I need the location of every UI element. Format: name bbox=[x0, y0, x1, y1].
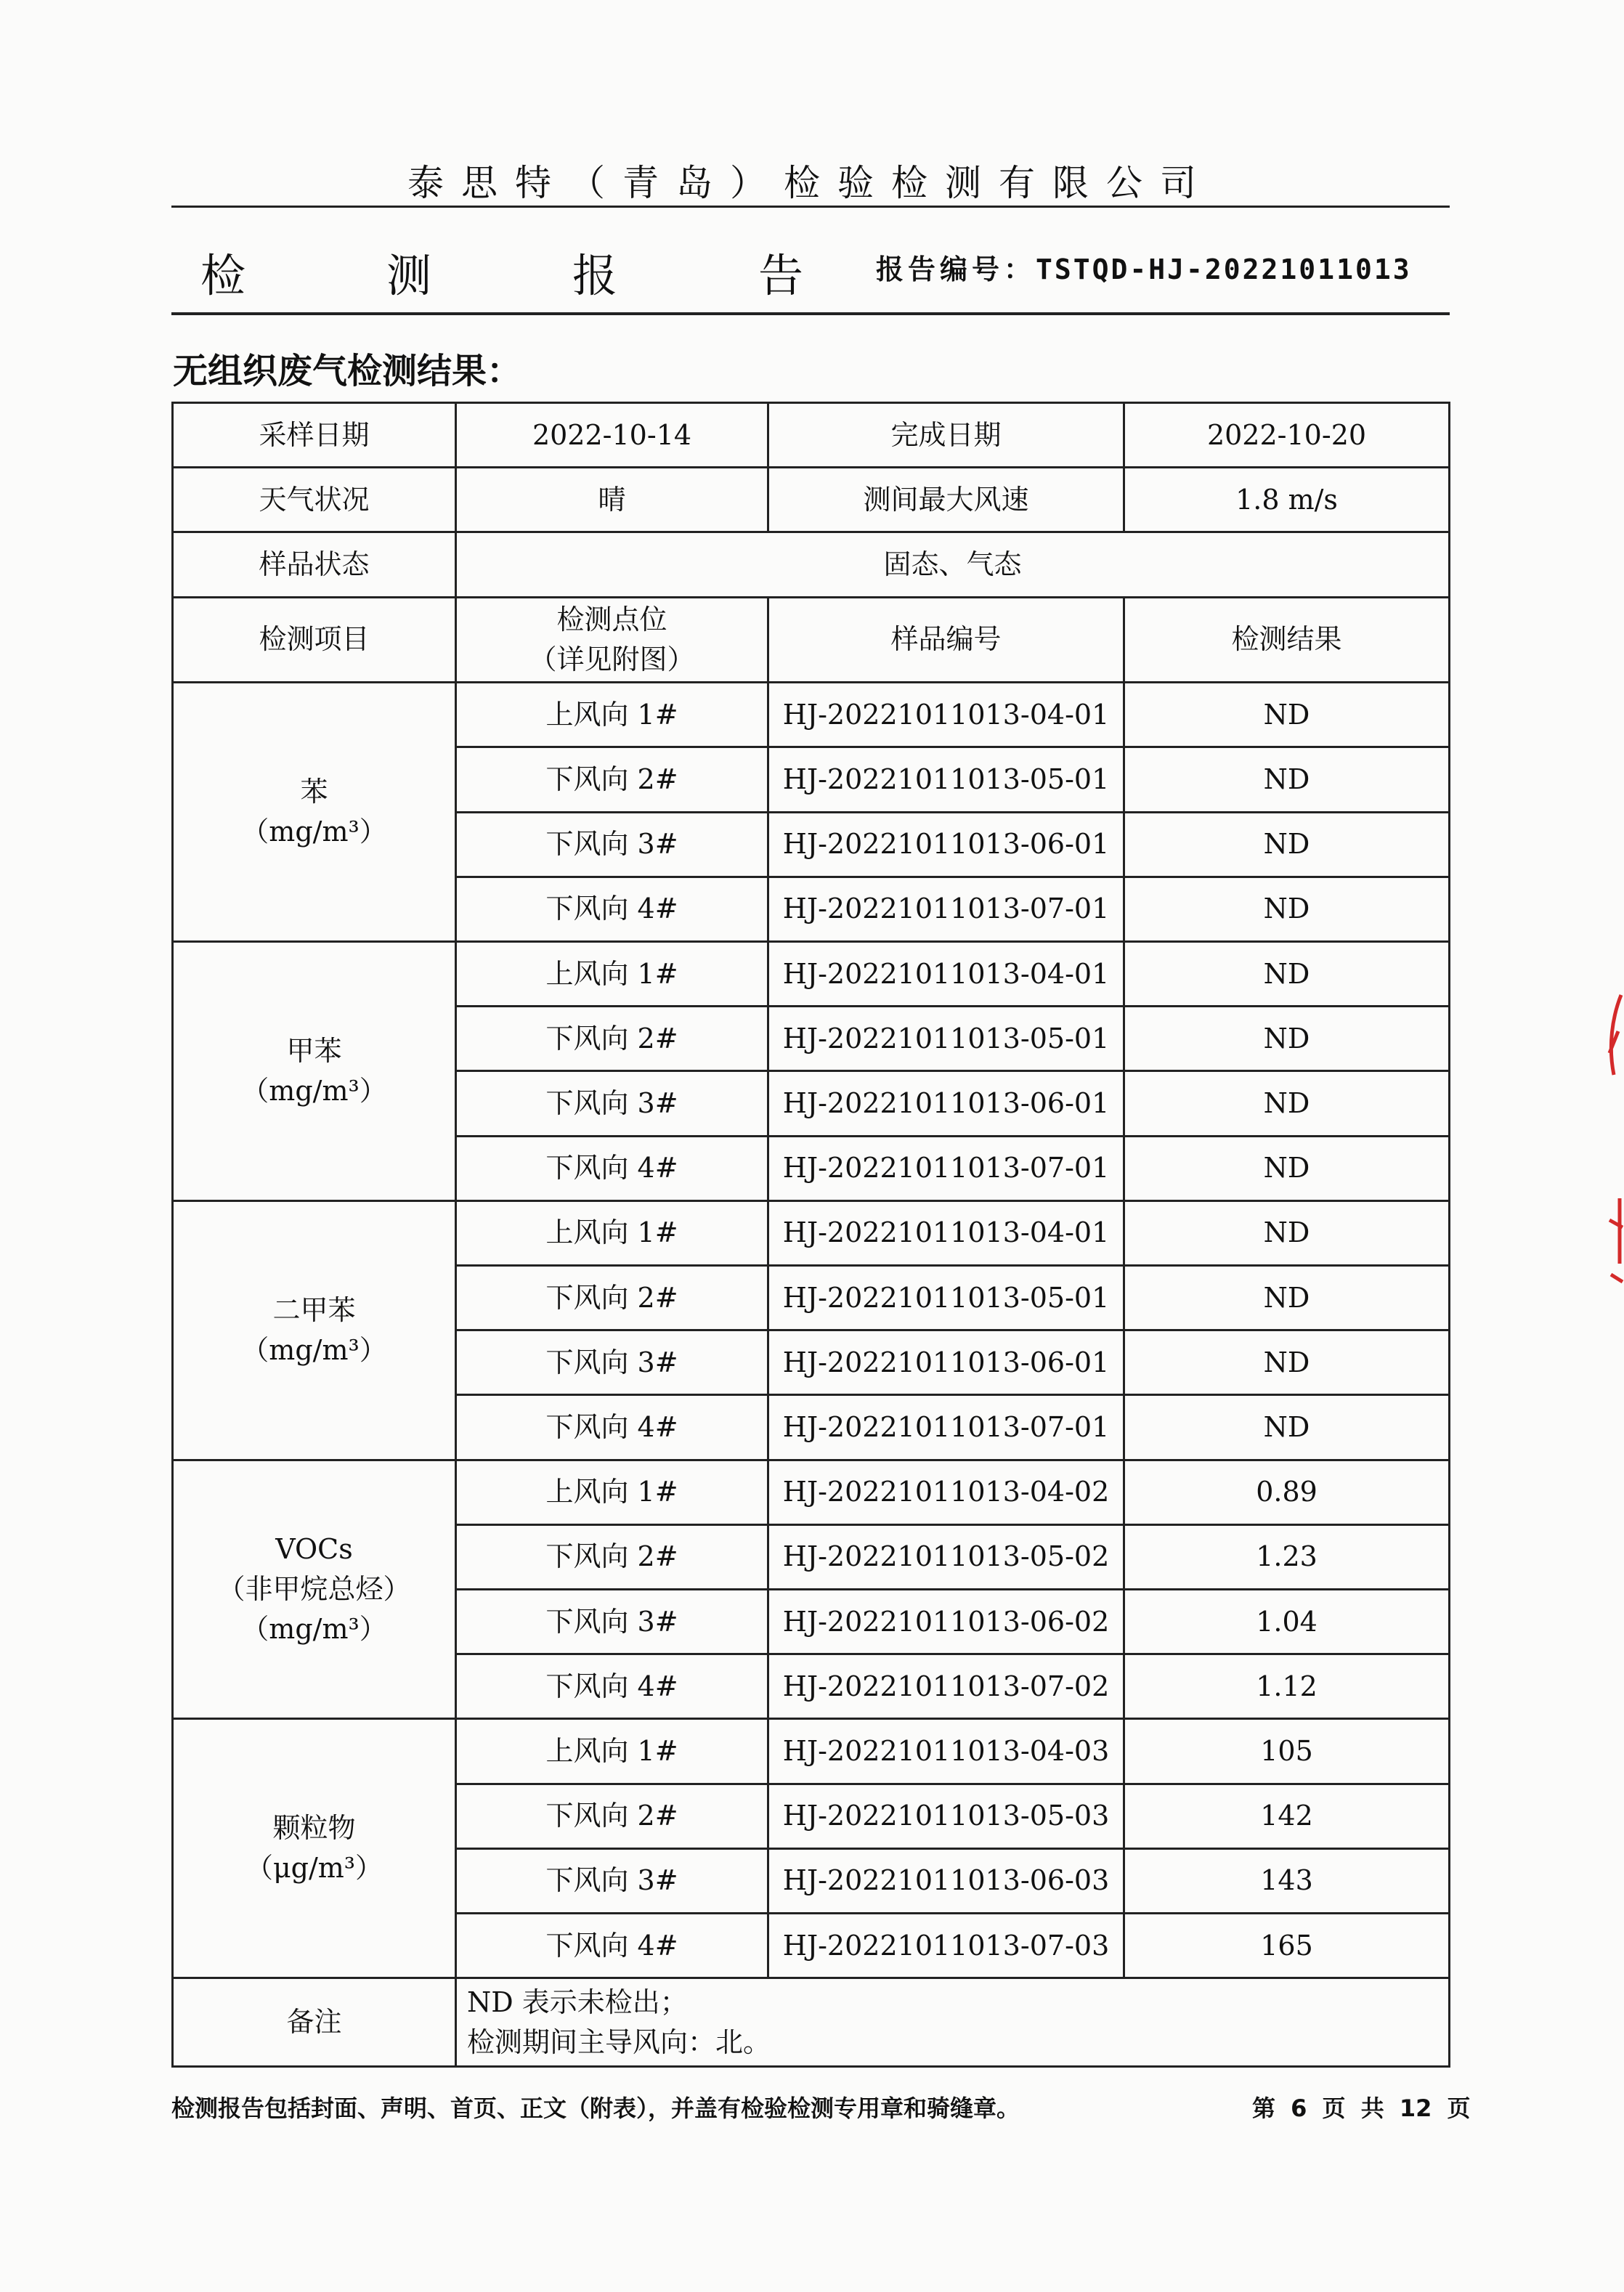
point-cell: 上风向 1# bbox=[456, 683, 768, 747]
result-cell: ND bbox=[1124, 1136, 1450, 1200]
sample-no-cell: HJ-20221011013-07-03 bbox=[768, 1914, 1124, 1978]
test-item-name-line: （mg/m³） bbox=[241, 1613, 387, 1646]
sample-no-cell: HJ-20221011013-04-02 bbox=[768, 1460, 1124, 1524]
report-number bbox=[876, 247, 1412, 287]
point-cell: 下风向 2# bbox=[456, 747, 768, 812]
result-cell: ND bbox=[1124, 683, 1450, 747]
test-item-name-line: 颗粒物 bbox=[272, 1812, 356, 1845]
report-title bbox=[200, 240, 803, 304]
col-header-item: 检测项目 bbox=[173, 597, 456, 683]
column-header-row bbox=[173, 597, 1450, 683]
remarks-row bbox=[173, 1978, 1450, 2067]
info-row-sample-state bbox=[173, 532, 1450, 597]
result-cell: 1.12 bbox=[1124, 1654, 1450, 1719]
result-cell: ND bbox=[1124, 1200, 1450, 1265]
point-cell: 下风向 4# bbox=[456, 1136, 768, 1200]
sample-no-cell: HJ-20221011013-05-01 bbox=[768, 1007, 1124, 1071]
test-item-name bbox=[173, 942, 456, 1201]
page-number: 第 6 页 共 12 页 bbox=[1252, 2094, 1471, 2122]
point-cell: 下风向 2# bbox=[456, 1784, 768, 1848]
point-cell: 下风向 2# bbox=[456, 1524, 768, 1589]
max-wind-value: 1.8 m/s bbox=[1124, 468, 1450, 532]
sample-no-cell: HJ-20221011013-07-01 bbox=[768, 877, 1124, 941]
info-row-dates bbox=[173, 403, 1450, 468]
company-name: 泰思特（青岛）检验检测有限公司 bbox=[407, 162, 1214, 204]
result-cell: 142 bbox=[1124, 1784, 1450, 1848]
result-cell: ND bbox=[1124, 1330, 1450, 1395]
col-header-result: 检测结果 bbox=[1124, 597, 1450, 683]
test-item-name-line: （mg/m³） bbox=[241, 1074, 387, 1107]
remarks-line: ND 表示未检出； bbox=[467, 1986, 688, 2018]
result-cell: ND bbox=[1124, 1266, 1450, 1330]
sample-no-cell: HJ-20221011013-05-01 bbox=[768, 1266, 1124, 1330]
point-cell: 下风向 4# bbox=[456, 877, 768, 941]
results-table bbox=[171, 402, 1450, 2068]
result-cell: ND bbox=[1124, 942, 1450, 1007]
result-cell: 0.89 bbox=[1124, 1460, 1450, 1524]
test-item-name bbox=[173, 1460, 456, 1719]
report-title-char: 测 bbox=[386, 249, 431, 302]
table-row bbox=[173, 942, 1450, 1007]
sample-no-cell: HJ-20221011013-06-01 bbox=[768, 1330, 1124, 1395]
point-cell: 下风向 3# bbox=[456, 1071, 768, 1136]
result-cell: ND bbox=[1124, 812, 1450, 877]
header-rule-top bbox=[171, 206, 1450, 208]
point-cell: 下风向 3# bbox=[456, 1330, 768, 1395]
point-cell: 上风向 1# bbox=[456, 1460, 768, 1524]
test-item-name-line: （mg/m³） bbox=[241, 816, 387, 848]
remarks-label: 备注 bbox=[173, 1978, 456, 2067]
test-item-name bbox=[173, 1200, 456, 1460]
result-cell: ND bbox=[1124, 1071, 1450, 1136]
result-cell: 165 bbox=[1124, 1914, 1450, 1978]
sample-no-cell: HJ-20221011013-04-01 bbox=[768, 1200, 1124, 1265]
sample-no-cell: HJ-20221011013-07-02 bbox=[768, 1654, 1124, 1719]
info-row-weather bbox=[173, 468, 1450, 532]
result-cell: 1.04 bbox=[1124, 1590, 1450, 1654]
weather-value: 晴 bbox=[456, 468, 768, 532]
result-cell: ND bbox=[1124, 877, 1450, 941]
result-cell: ND bbox=[1124, 1007, 1450, 1071]
sample-no-cell: HJ-20221011013-05-03 bbox=[768, 1784, 1124, 1848]
test-item-name-line: VOCs bbox=[275, 1532, 353, 1565]
result-cell: 105 bbox=[1124, 1719, 1450, 1784]
test-item-name-line: （mg/m³） bbox=[241, 1333, 387, 1366]
remarks-text bbox=[456, 1978, 1450, 2067]
point-cell: 上风向 1# bbox=[456, 942, 768, 1007]
result-cell: ND bbox=[1124, 747, 1450, 812]
footer-note: 检测报告包括封面、声明、首页、正文（附表），并盖有检验检测专用章和骑缝章。 bbox=[171, 2094, 1020, 2122]
test-item-name-line: 苯 bbox=[300, 776, 328, 808]
report-number-label: 报告编号： bbox=[876, 253, 1036, 285]
point-cell: 下风向 3# bbox=[456, 812, 768, 877]
test-item-name bbox=[173, 1719, 456, 1978]
sample-no-cell: HJ-20221011013-04-01 bbox=[768, 683, 1124, 747]
sample-state-label: 样品状态 bbox=[173, 532, 456, 597]
point-cell: 下风向 2# bbox=[456, 1007, 768, 1071]
table-row bbox=[173, 683, 1450, 747]
point-cell: 下风向 3# bbox=[456, 1590, 768, 1654]
weather-label: 天气状况 bbox=[173, 468, 456, 532]
point-cell: 下风向 2# bbox=[456, 1266, 768, 1330]
point-cell: 上风向 1# bbox=[456, 1200, 768, 1265]
table-row bbox=[173, 1200, 1450, 1265]
point-cell: 上风向 1# bbox=[456, 1719, 768, 1784]
col-header-point-line2: （详见附图） bbox=[529, 643, 695, 675]
table-row bbox=[173, 1460, 1450, 1524]
point-cell: 下风向 4# bbox=[456, 1914, 768, 1978]
sample-no-cell: HJ-20221011013-06-01 bbox=[768, 812, 1124, 877]
report-title-char: 检 bbox=[200, 249, 246, 302]
report-number-value: TSTQD-HJ-20221011013 bbox=[1036, 253, 1412, 285]
test-item-name-line: （非甲烷总烃） bbox=[217, 1572, 411, 1605]
test-item-name-line: 甲苯 bbox=[286, 1034, 342, 1067]
test-item-name bbox=[173, 683, 456, 942]
report-title-char: 报 bbox=[572, 249, 617, 302]
point-cell: 下风向 4# bbox=[456, 1395, 768, 1460]
sample-no-cell: HJ-20221011013-05-02 bbox=[768, 1524, 1124, 1589]
result-cell: 143 bbox=[1124, 1848, 1450, 1913]
col-header-sample-no: 样品编号 bbox=[768, 597, 1124, 683]
sample-no-cell: HJ-20221011013-06-01 bbox=[768, 1071, 1124, 1136]
report-title-char: 告 bbox=[758, 249, 803, 302]
result-cell: ND bbox=[1124, 1395, 1450, 1460]
sample-no-cell: HJ-20221011013-04-03 bbox=[768, 1719, 1124, 1784]
sample-no-cell: HJ-20221011013-07-01 bbox=[768, 1395, 1124, 1460]
sample-no-cell: HJ-20221011013-06-03 bbox=[768, 1848, 1124, 1913]
seam-stamp-edge bbox=[1604, 988, 1624, 1293]
col-header-point bbox=[456, 597, 768, 683]
sample-no-cell: HJ-20221011013-04-01 bbox=[768, 942, 1124, 1007]
sample-no-cell: HJ-20221011013-05-01 bbox=[768, 747, 1124, 812]
sample-state-value: 固态、气态 bbox=[456, 532, 1450, 597]
completion-date-label: 完成日期 bbox=[768, 403, 1124, 468]
sample-no-cell: HJ-20221011013-06-02 bbox=[768, 1590, 1124, 1654]
completion-date-value: 2022-10-20 bbox=[1124, 403, 1450, 468]
section-title: 无组织废气检测结果： bbox=[173, 351, 522, 391]
test-item-name-line: 二甲苯 bbox=[272, 1293, 356, 1326]
remarks-line: 检测期间主导风向：北。 bbox=[467, 2025, 771, 2058]
result-cell: 1.23 bbox=[1124, 1524, 1450, 1589]
sample-no-cell: HJ-20221011013-07-01 bbox=[768, 1136, 1124, 1200]
test-item-name-line: （μg/m³） bbox=[245, 1852, 383, 1885]
table-row bbox=[173, 1719, 1450, 1784]
sampling-date-value: 2022-10-14 bbox=[456, 403, 768, 468]
header-rule-bottom bbox=[171, 312, 1450, 315]
sampling-date-label: 采样日期 bbox=[173, 403, 456, 468]
col-header-point-line1: 检测点位 bbox=[556, 603, 667, 635]
point-cell: 下风向 3# bbox=[456, 1848, 768, 1913]
point-cell: 下风向 4# bbox=[456, 1654, 768, 1719]
max-wind-label: 测间最大风速 bbox=[768, 468, 1124, 532]
